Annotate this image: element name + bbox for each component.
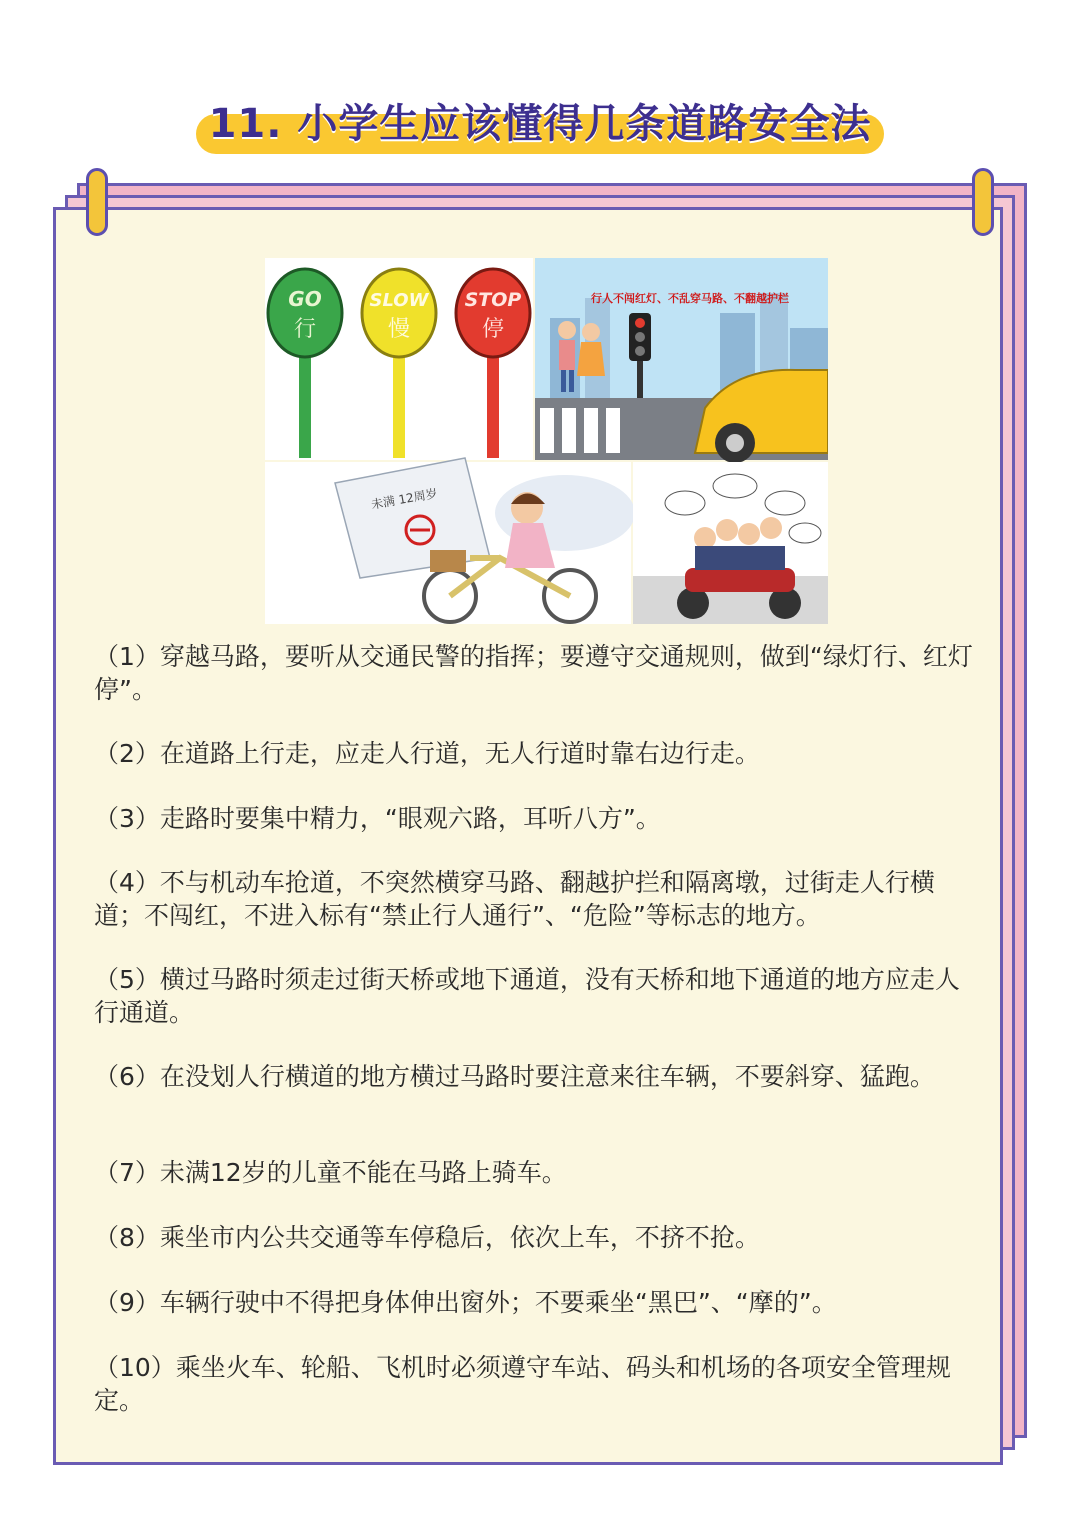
sign-stop-en: STOP — [464, 289, 522, 311]
sign-slow-en: SLOW — [369, 290, 429, 311]
street-crossing-scene — [535, 258, 828, 463]
sign-stop-cn: 停 — [481, 317, 505, 342]
rule-item: （9）车辆行驶中不得把身体伸出窗外；不要乘坐“黑巴”、“摩的”。 — [94, 1288, 837, 1317]
sign-slow-cn: 慢 — [387, 317, 411, 342]
rule-item: （3）走路时要集中精力，“眼观六路，耳听八方”。 — [94, 804, 661, 833]
bike-paper-text: 未满 12周岁 — [370, 486, 439, 512]
rule-item: （6）在没划人行横道的地方横过马路时要注意来往车辆，不要斜穿、猛跑。 — [94, 1062, 935, 1091]
binder-clip-icon — [86, 168, 108, 236]
sign-go-cn: 行 — [293, 317, 317, 342]
rule-item: （1）穿越马路，要听从交通民警的指挥；要遵守交通规则，做到“绿灯行、红灯停”。 — [94, 642, 973, 704]
sign-go-en: GO — [288, 287, 322, 311]
rule-item: （7）未满12岁的儿童不能在马路上骑车。 — [94, 1158, 567, 1187]
rule-item: （8）乘坐市内公共交通等车停稳后，依次上车，不挤不抢。 — [94, 1223, 760, 1252]
girl-on-bicycle-scene — [265, 458, 635, 624]
rule-item: （5）横过马路时须走过街天桥或地下通道，没有天桥和地下通道的地方应走人行通道。 — [94, 965, 960, 1027]
illustration-collage — [265, 258, 828, 624]
binder-clip-icon — [972, 168, 994, 236]
crowded-motorcycle-scene — [633, 462, 828, 624]
rule-item: （10）乘坐火车、轮船、飞机时必须遵守车站、码头和机场的各项安全管理规定。 — [94, 1353, 951, 1415]
street-banner: 行人不闯红灯、不乱穿马路、不翻越护栏 — [591, 292, 789, 305]
page-title: 11. 小学生应该懂得几条道路安全法 — [208, 101, 872, 147]
rule-item: （2）在道路上行走，应走人行道，无人行道时靠右边行走。 — [94, 739, 760, 768]
rule-item: （4）不与机动车抢道，不突然横穿马路、翻越护拦和隔离墩，过街走人行横道；不闯红，不进入标有“禁止行人通行”、“危险”等标志的地方。 — [94, 868, 935, 930]
illustration-svg — [265, 258, 828, 624]
